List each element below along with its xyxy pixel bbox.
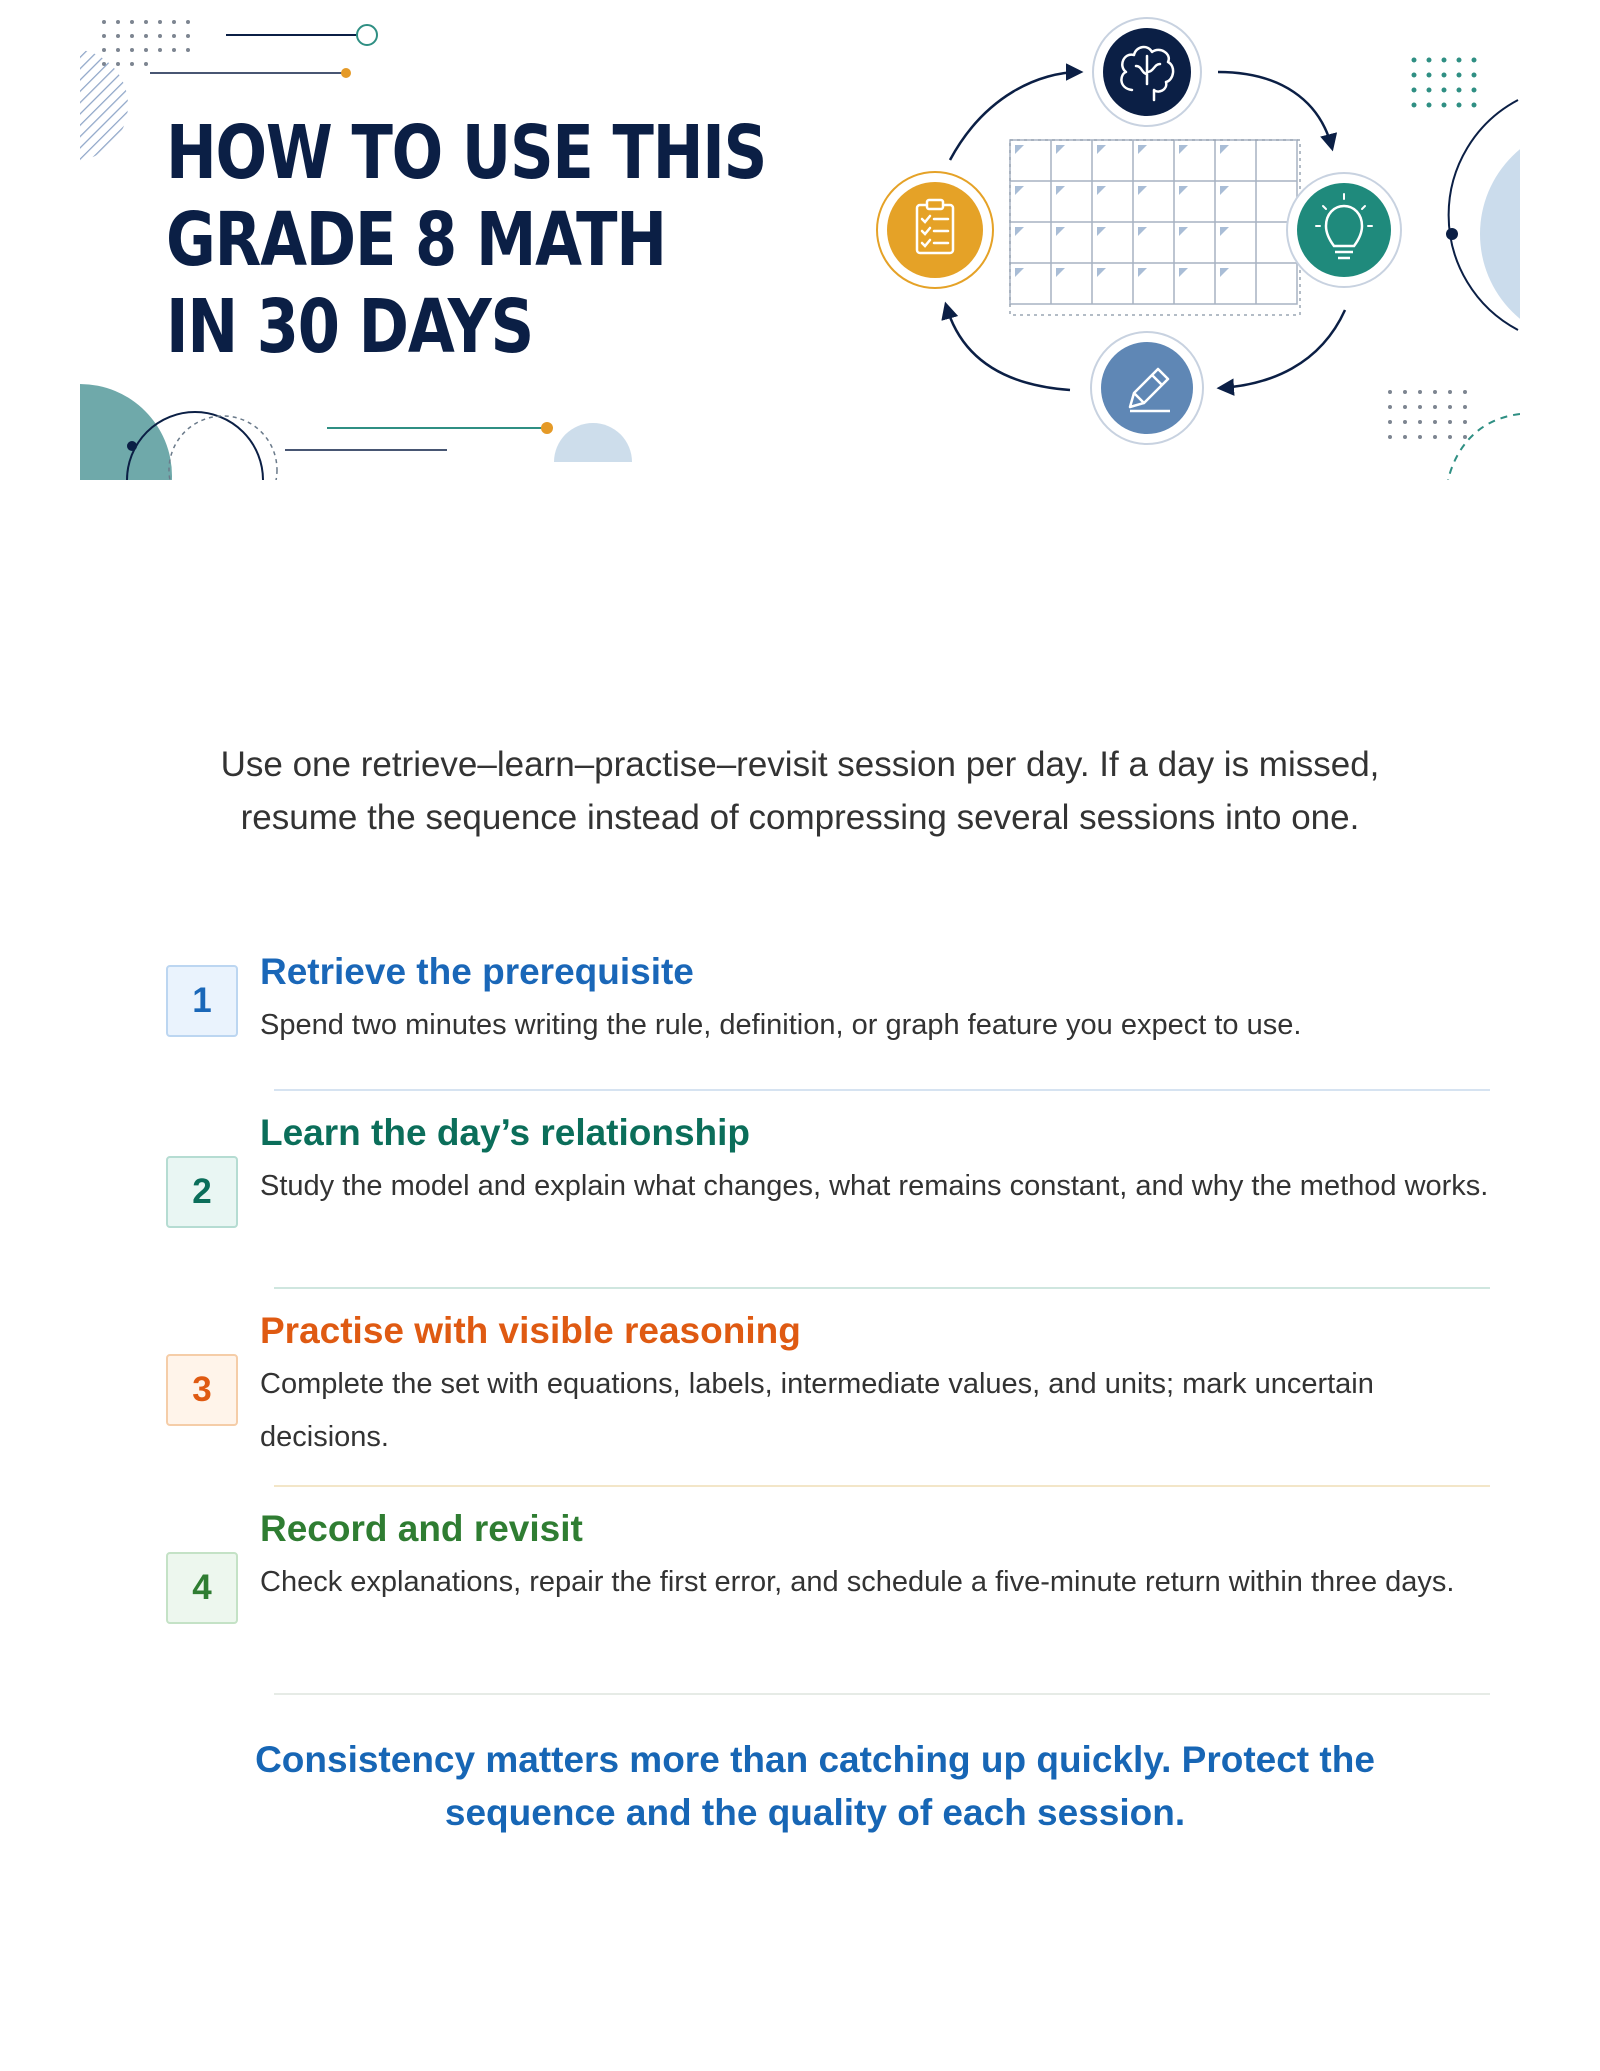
divider bbox=[274, 1287, 1490, 1289]
intro-paragraph: Use one retrieve–learn–practise–revisit session per day. If a day is missed, resume the sequence instead of compressing several sessions into one. bbox=[220, 745, 1380, 837]
decoration-teal-semicircle bbox=[80, 384, 172, 480]
decoration-hatched-circle bbox=[80, 49, 128, 161]
step-description: Spend two minutes writing the rule, definition, or graph feature you expect to use. bbox=[260, 1009, 1302, 1041]
hero-banner bbox=[80, 0, 1520, 480]
step-description: Complete the set with equations, labels, intermediate values, and units; mark uncertain decisions. bbox=[260, 1368, 1374, 1453]
step-number-badge: 1 bbox=[166, 965, 238, 1037]
divider bbox=[274, 1485, 1490, 1487]
divider bbox=[274, 1089, 1490, 1091]
title-line-1: HOW TO USE THIS bbox=[166, 110, 767, 196]
decoration-dots-left bbox=[102, 20, 190, 66]
decoration-dots-right bbox=[1388, 58, 1477, 440]
title-line-2: GRADE 8 MATH bbox=[166, 197, 666, 283]
brain-icon bbox=[1093, 18, 1201, 126]
step-title: Practise with visible reasoning bbox=[260, 1310, 801, 1351]
calendar-grid-icon bbox=[1010, 140, 1297, 304]
divider bbox=[274, 1693, 1490, 1695]
step-number-badge: 2 bbox=[166, 1156, 238, 1228]
title-line-3: IN 30 DAYS bbox=[166, 284, 533, 370]
lightbulb-icon bbox=[1287, 173, 1401, 287]
step-number-badge: 4 bbox=[166, 1552, 238, 1624]
step-title: Learn the day’s relationship bbox=[260, 1112, 751, 1153]
closing-statement: Consistency matters more than catching up quickly. Protect the sequence and the quality of each session. bbox=[255, 1739, 1375, 1833]
step-number-badge: 3 bbox=[166, 1354, 238, 1426]
page-title bbox=[166, 110, 766, 371]
clipboard-checklist-icon bbox=[877, 172, 993, 288]
step-description: Study the model and explain what changes, what remains constant, and why the method works. bbox=[260, 1170, 1489, 1202]
step-description: Check explanations, repair the first error, and schedule a five-minute return within three days. bbox=[260, 1566, 1455, 1598]
step-title: Record and revisit bbox=[260, 1508, 583, 1549]
pencil-icon bbox=[1091, 332, 1203, 444]
step-title: Retrieve the prerequisite bbox=[260, 951, 694, 992]
